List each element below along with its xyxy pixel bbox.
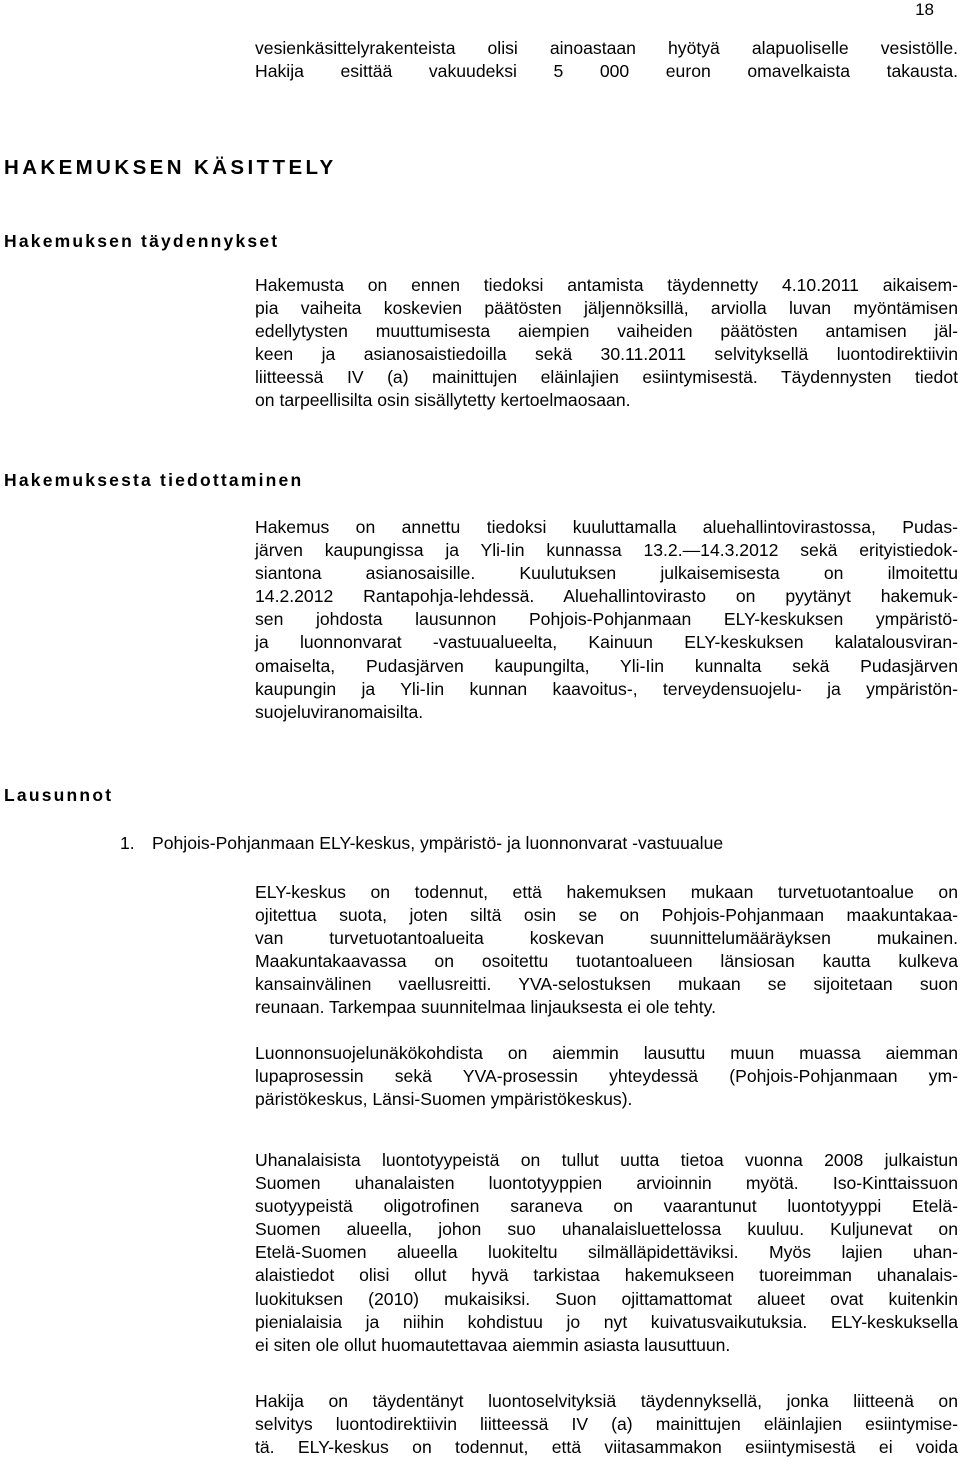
text-line: Hakija on täydentänyt luontoselvityksiä täydennyksellä, jonka liitteenä on bbox=[255, 1391, 958, 1411]
text-line: kaupungin ja Yli-Iin kunnan kaavoitus-, terveydensuojelu- ja ympäristön- bbox=[255, 678, 958, 699]
text-line: kansainvälinen vaellusreitti. YVA-selostuksen mukaan se sijoitetaan suon bbox=[255, 974, 958, 995]
text-line: ELY-keskus on todennut, että hakemuksen mukaan turvetuotantoalue on bbox=[255, 882, 958, 902]
text-line: Suomen alueella, johon suo uhanalaisluettelossa kuuluu. Kuljunevat on bbox=[255, 1219, 958, 1240]
statement-item-title: Pohjois-Pohjanmaan ELY-keskus, ympäristö- ja luonnonvarat -vastuualue bbox=[152, 833, 724, 853]
text-line: vesienkäsittelyrakenteista olisi ainoastaan hyötyä alapuoliselle vesistölle. bbox=[255, 38, 958, 58]
notification-paragraph bbox=[255, 516, 958, 724]
statement-item-number: 1. bbox=[120, 833, 135, 853]
text-line: tä. ELY-keskus on todennut, että viitasammakon esiintymisestä ei voida bbox=[255, 1437, 958, 1458]
text-line: Hakemus on annettu tiedoksi kuuluttamalla aluehallintovirastossa, Pudas- bbox=[255, 517, 958, 537]
text-line: suotyypeistä oligotrofinen saraneva on vaarantunut luontotyyppi Etelä- bbox=[255, 1196, 958, 1217]
statement-paragraph-1 bbox=[255, 881, 958, 1020]
heading-hakemuksen-taydennykset: Hakemuksen täydennykset bbox=[4, 231, 280, 251]
text-line: siantona asianosaisille. Kuulutuksen julkaisemisesta on ilmoitettu bbox=[255, 563, 958, 584]
text-line: selvitys luontodirektiivin liitteessä IV (a) mainittujen eläinlajien esiintymise- bbox=[255, 1414, 958, 1435]
text-line: on tarpeellisilta osin sisällytetty kertoelmaosaan. bbox=[255, 390, 631, 411]
text-line: pienialaisia ja niihin kohdistuu jo nyt kuivatusvaikutuksia. ELY-keskuksella bbox=[255, 1311, 958, 1332]
heading-lausunnot: Lausunnot bbox=[4, 785, 114, 805]
text-line: lupaprosessin sekä YVA-prosessin yhteydessä (Pohjois-Pohjanmaan ym- bbox=[255, 1066, 958, 1087]
text-line: Maakuntakaavassa on osoitettu tuotantoalueen länsiosan kautta kulkeva bbox=[255, 951, 958, 972]
text-line: Uhanalaisista luontotyypeistä on tullut uutta tietoa vuonna 2008 julkaistun bbox=[255, 1150, 958, 1170]
text-line: Luonnonsuojelunäkökohdista on aiemmin lausuttu muun muassa aiemman bbox=[255, 1043, 958, 1063]
text-line: Etelä-Suomen alueella luokiteltu silmälläpidettäviksi. Myös lajien uhan- bbox=[255, 1242, 958, 1263]
text-line: alaistiedot olisi ollut hyvä tarkistaa hakemukseen tuoreimman uhanalais- bbox=[255, 1265, 958, 1286]
text-line: luokituksen (2010) mukaisiksi. Suon ojittamattomat alueet ovat kuitenkin bbox=[255, 1288, 958, 1309]
statement-paragraph-3 bbox=[255, 1149, 958, 1357]
text-line: pia vaiheita koskevien päätösten jäljennöksillä, arviolla luvan myöntämisen bbox=[255, 298, 958, 319]
text-line: 14.2.2012 Rantapohja-lehdessä. Aluehallintovirasto on pyytänyt hakemuk- bbox=[255, 586, 958, 607]
text-line: keen ja asianosaistiedoilla sekä 30.11.2011 selvityksellä luontodirektiivin bbox=[255, 344, 958, 365]
text-line: ja luonnonvarat -vastuualueelta, Kainuun ELY-keskuksen kalatalousviran- bbox=[255, 632, 958, 653]
text-line: reunaan. Tarkempaa suunnitelmaa linjauksesta ei ole tehty. bbox=[255, 997, 716, 1018]
intro-paragraph bbox=[255, 37, 958, 83]
text-line: ei siten ole ollut huomautettavaa aiemmin asiasta lausuttuun. bbox=[255, 1334, 731, 1355]
page-number: 18 bbox=[915, 0, 934, 19]
text-line: ojitettua suota, joten siltä osin se on Pohjois-Pohjanmaan maakuntakaa- bbox=[255, 905, 958, 926]
text-line: suojeluviranomaisilta. bbox=[255, 701, 424, 722]
text-line: edellytysten muuttumisesta aiempien vaiheiden päätösten antamisen jäl- bbox=[255, 321, 958, 342]
statement-item-heading bbox=[120, 832, 723, 855]
text-line: Hakija esittää vakuudeksi 5 000 euron omavelkaista takausta. bbox=[255, 61, 958, 82]
text-line: Hakemusta on ennen tiedoksi antamista täydennetty 4.10.2011 aikaisem- bbox=[255, 275, 958, 295]
section-heading-hakemuksen-kasittely: HAKEMUKSEN KÄSITTELY bbox=[4, 156, 337, 179]
text-line: sen johdosta lausunnon Pohjois-Pohjanmaan ELY-keskuksen ympäristö- bbox=[255, 609, 958, 630]
statement-paragraph-2 bbox=[255, 1042, 958, 1111]
statement-paragraph-4 bbox=[255, 1390, 958, 1459]
text-line: liitteessä IV (a) mainittujen eläinlajien esiintymisestä. Täydennysten tiedot bbox=[255, 367, 958, 388]
supplements-paragraph bbox=[255, 274, 958, 413]
text-line: van turvetuotantoalueita koskevan suunnittelumääräyksen mukainen. bbox=[255, 928, 958, 949]
text-line: järven kaupungissa ja Yli-Iin kunnassa 13.2.—14.3.2012 sekä erityistiedok- bbox=[255, 540, 958, 561]
text-line: Suomen uhanalaisten luontotyyppien arvioinnin myötä. Iso-Kinttaissuon bbox=[255, 1173, 958, 1194]
heading-hakemuksesta-tiedottaminen: Hakemuksesta tiedottaminen bbox=[4, 470, 304, 490]
text-line: omaiselta, Pudasjärven kaupungilta, Yli-Iin kunnalta sekä Pudasjärven bbox=[255, 655, 958, 676]
text-line: päristökeskus, Länsi-Suomen ympäristökeskus). bbox=[255, 1089, 633, 1110]
